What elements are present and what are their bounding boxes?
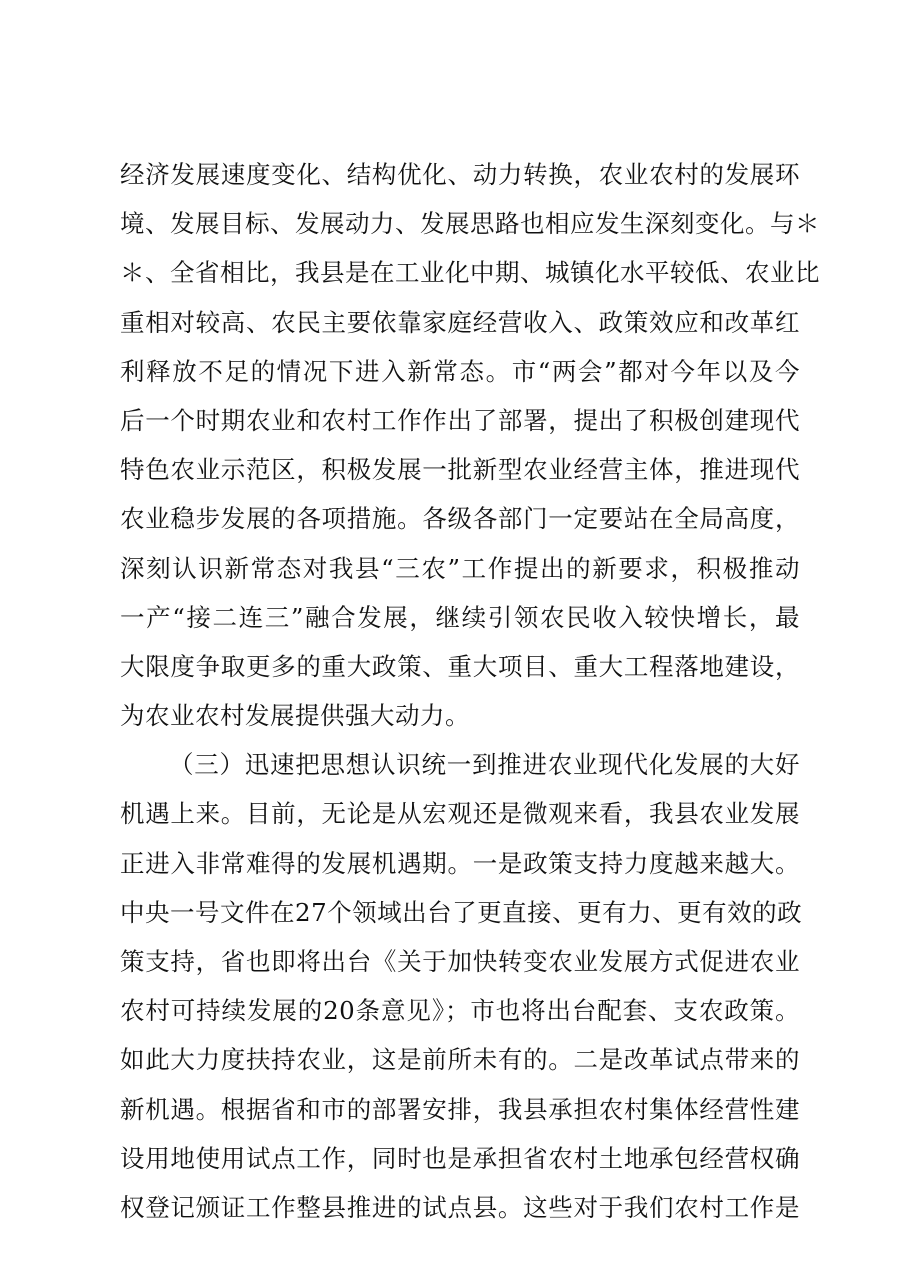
text-line: 利释放不足的情况下进入新常态。市“两会”都对今年以及今 xyxy=(120,356,800,386)
paragraph-2 xyxy=(120,740,803,1232)
text-line: 深刻认识新常态对我县“三农”工作提出的新要求，积极推动 xyxy=(120,553,800,583)
text-line: 农村可持续发展的20条意见》；市也将出台配套、支农政策。 xyxy=(120,996,800,1026)
text-line: ＊、全省相比，我县是在工业化中期、城镇化水平较低、农业比 xyxy=(120,258,820,288)
text-line: 策支持，省也即将出台《关于加快转变农业发展方式促进农业 xyxy=(120,947,800,976)
text-line: 境、发展目标、发展动力、发展思路也相应发生深刻变化。与＊ xyxy=(120,209,820,239)
text-line: 重相对较高、农民主要依靠家庭经营收入、政策效应和改革红 xyxy=(120,307,800,337)
text-line: 权登记颁证工作整县推进的试点县。这些对于我们农村工作是 xyxy=(120,1192,800,1222)
text-line: 大限度争取更多的重大政策、重大项目、重大工程落地建设， xyxy=(120,651,800,681)
text-line: 机遇上来。目前，无论是从宏观还是微观来看，我县农业发展 xyxy=(120,799,800,829)
text-line: 新机遇。根据省和市的部署安排，我县承担农村集体经营性建 xyxy=(120,1094,800,1124)
body-text xyxy=(120,150,820,1232)
text-line: 中央一号文件在27个领域出台了更直接、更有力、更有效的政 xyxy=(120,897,803,927)
text-line: 农业稳步发展的各项措施。各级各部门一定要站在全局高度， xyxy=(120,504,800,534)
text-line: （三）迅速把思想认识统一到推进农业现代化发展的大好 xyxy=(169,750,800,780)
paragraph-1 xyxy=(120,150,820,740)
text-line: 一产“接二连三”融合发展，继续引领农民收入较快增长，最 xyxy=(120,602,800,632)
text-line: 正进入非常难得的发展机遇期。一是政策支持力度越来越大。 xyxy=(120,848,800,878)
text-line: 如此大力度扶持农业，这是前所未有的。二是改革试点带来的 xyxy=(120,1045,800,1075)
text-line: 设用地使用试点工作，同时也是承担省农村土地承包经营权确 xyxy=(120,1143,800,1173)
text-line: 后一个时期农业和农村工作作出了部署，提出了积极创建现代 xyxy=(120,405,800,435)
text-line: 特色农业示范区，积极发展一批新型农业经营主体，推进现代 xyxy=(120,455,800,485)
text-line: 为农业农村发展提供强大动力。 xyxy=(120,701,470,731)
text-line: 经济发展速度变化、结构优化、动力转换，农业农村的发展环 xyxy=(120,160,800,189)
